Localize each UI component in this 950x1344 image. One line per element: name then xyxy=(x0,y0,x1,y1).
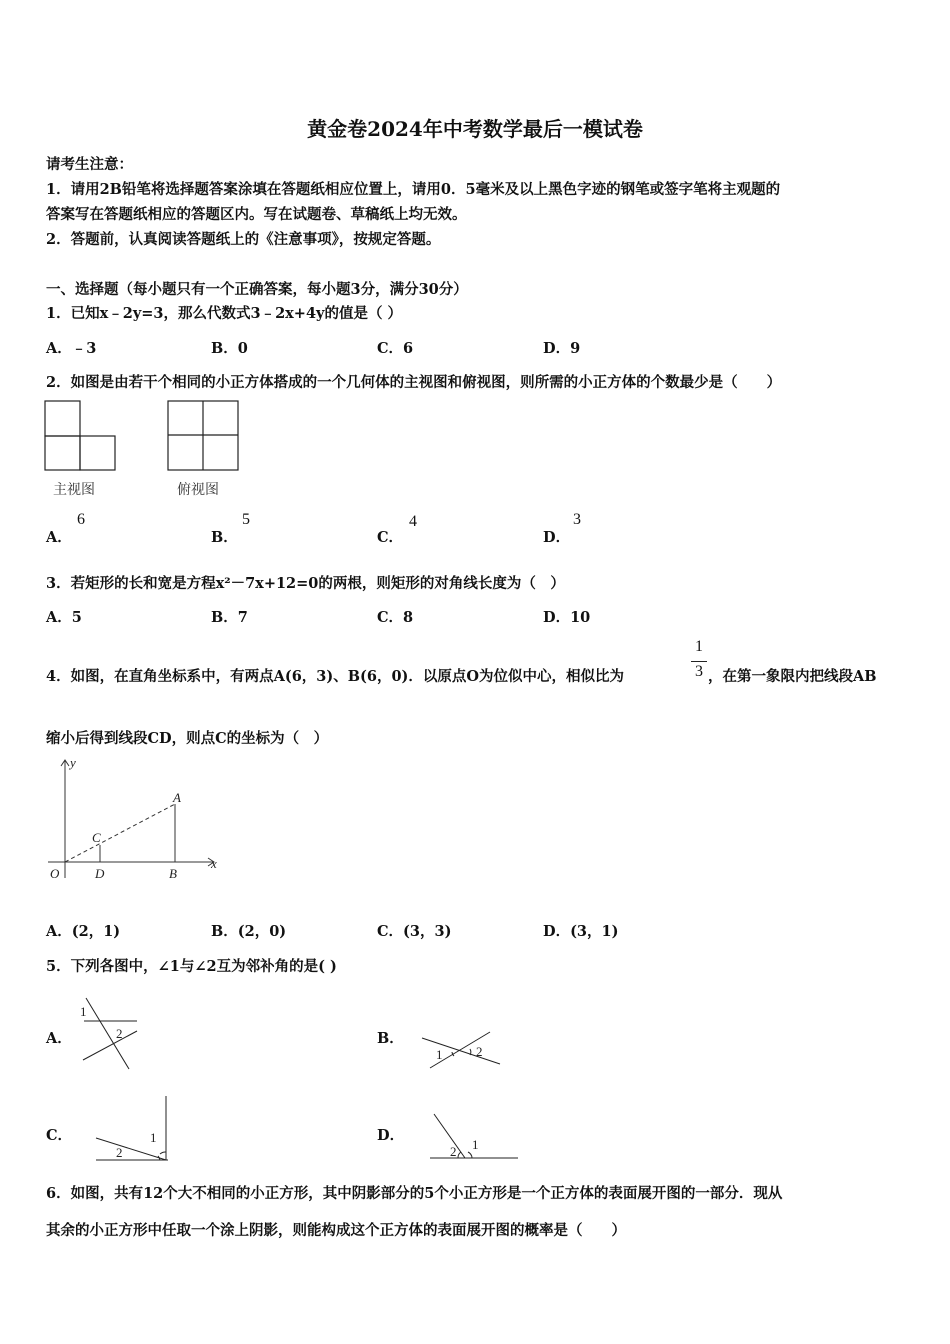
point-b-label: B xyxy=(169,866,177,881)
q4-option-c: C．(3，3) xyxy=(377,923,452,940)
notice-line-1a: 1．请用2B铅笔将选择题答案涂填在答题纸相应位置上，请用0．5毫米及以上黑色字迹的钢笔或签字笔将主观题的 xyxy=(46,181,781,198)
y-axis-label: y xyxy=(70,755,76,770)
origin-label: O xyxy=(50,866,60,881)
angle-2-label: 2 xyxy=(476,1044,483,1059)
x-axis-label: x xyxy=(211,856,217,871)
q1-option-d: D．9 xyxy=(543,340,581,357)
q1-option-b: B．0 xyxy=(211,340,248,357)
angle-1-label: 1 xyxy=(150,1130,157,1145)
q5-option-b-label: B． xyxy=(377,1030,404,1047)
section-heading: 一、选择题（每小题只有一个正确答案，每小题3分，满分30分） xyxy=(46,281,468,298)
q6-stem-line-2: 其余的小正方形中任取一个涂上阴影，则能构成这个正方体的表面展开图的概率是（ ） xyxy=(46,1222,626,1239)
angle-1-label: 1 xyxy=(80,1004,87,1019)
q4-fraction-bar xyxy=(691,661,707,662)
q4-stem-part-3: 缩小后得到线段CD，则点C的坐标为（ ） xyxy=(46,730,329,747)
q2-option-d-value: 3 xyxy=(573,511,581,528)
q2-option-a-label: A． xyxy=(46,529,72,546)
q5-option-a-label: A． xyxy=(46,1030,72,1047)
q4-stem-part-1: 4．如图，在直角坐标系中，有两点A(6，3)、B(6，0)．以原点O为位似中心，相似比为 xyxy=(46,668,625,685)
q4-option-b: B．(2，0) xyxy=(211,923,287,940)
q4-stem-part-2: ，在第一象限内把线段AB xyxy=(708,668,877,685)
notice-heading: 请考生注意： xyxy=(46,156,133,173)
angle-2-label: 2 xyxy=(116,1026,123,1041)
q5-figure-d xyxy=(428,1110,520,1162)
notice-line-2: 2．答题前，认真阅读答题纸上的《注意事项》，按规定答题。 xyxy=(46,231,441,248)
q4-fraction-denominator: 3 xyxy=(695,663,703,680)
q2-option-b-value: 5 xyxy=(242,511,250,528)
page-title: 黄金卷2024年中考数学最后一模试卷 xyxy=(307,117,643,141)
angle-2-label: 2 xyxy=(116,1145,123,1160)
q5-option-d-label: D． xyxy=(377,1127,405,1144)
q1-stem: 1．已知x﹣2y=3，那么代数式3﹣2x+4y的值是（ ） xyxy=(46,305,403,322)
point-d-label: D xyxy=(95,866,105,881)
q5-option-c-label: C． xyxy=(46,1127,73,1144)
q1-option-a: A．﹣3 xyxy=(46,340,97,357)
top-view-caption: 俯视图 xyxy=(177,482,219,498)
q5-figure-c xyxy=(90,1094,174,1164)
point-c-label: C xyxy=(92,830,101,845)
q2-option-c-label: C． xyxy=(377,529,404,546)
q3-option-d: D．10 xyxy=(543,609,591,626)
q4-coordinate-figure xyxy=(44,754,226,886)
q4-option-a: A．(2，1) xyxy=(46,923,121,940)
q3-option-a: A．5 xyxy=(46,609,82,626)
point-a-label: A xyxy=(173,790,181,805)
q2-stem: 2．如图是由若干个相同的小正方体搭成的一个几何体的主视图和俯视图，则所需的小正方体的个数最少是（ ） xyxy=(46,374,782,391)
angle-1-label: 1 xyxy=(436,1047,443,1062)
segment-oa-dashed xyxy=(65,804,175,862)
notice-line-1b: 答案写在答题纸相应的答题区内。写在试题卷、草稿纸上均无效。 xyxy=(46,206,467,223)
q5-figure-a xyxy=(72,992,144,1072)
q3-stem: 3．若矩形的长和宽是方程x²－7x+12=0的两根，则矩形的对角线长度为（ ） xyxy=(46,575,565,592)
q6-stem-line-1: 6．如图，共有12个大不相同的小正方形，其中阴影部分的5个小正方形是一个正方体的表面展开图的一部分．现从 xyxy=(46,1185,783,1202)
q3-option-b: B．7 xyxy=(211,609,248,626)
q5-stem: 5．下列各图中，∠1与∠2互为邻补角的是( ) xyxy=(46,958,337,975)
front-view-drawing xyxy=(45,401,115,470)
q4-fraction-numerator: 1 xyxy=(695,638,703,655)
q2-option-d-label: D． xyxy=(543,529,571,546)
q2-option-b-label: B． xyxy=(211,529,238,546)
top-view-drawing xyxy=(168,401,238,470)
q2-option-c-value: 4 xyxy=(409,513,417,530)
q2-option-a-value: 6 xyxy=(77,511,85,528)
front-view-caption: 主视图 xyxy=(53,482,95,498)
angle-2-label: 2 xyxy=(450,1144,457,1159)
q1-option-c: C．6 xyxy=(377,340,414,357)
q5-figure-b xyxy=(418,1028,504,1072)
q4-option-d: D．(3，1) xyxy=(543,923,619,940)
q3-option-c: C．8 xyxy=(377,609,414,626)
angle-1-label: 1 xyxy=(472,1137,479,1152)
